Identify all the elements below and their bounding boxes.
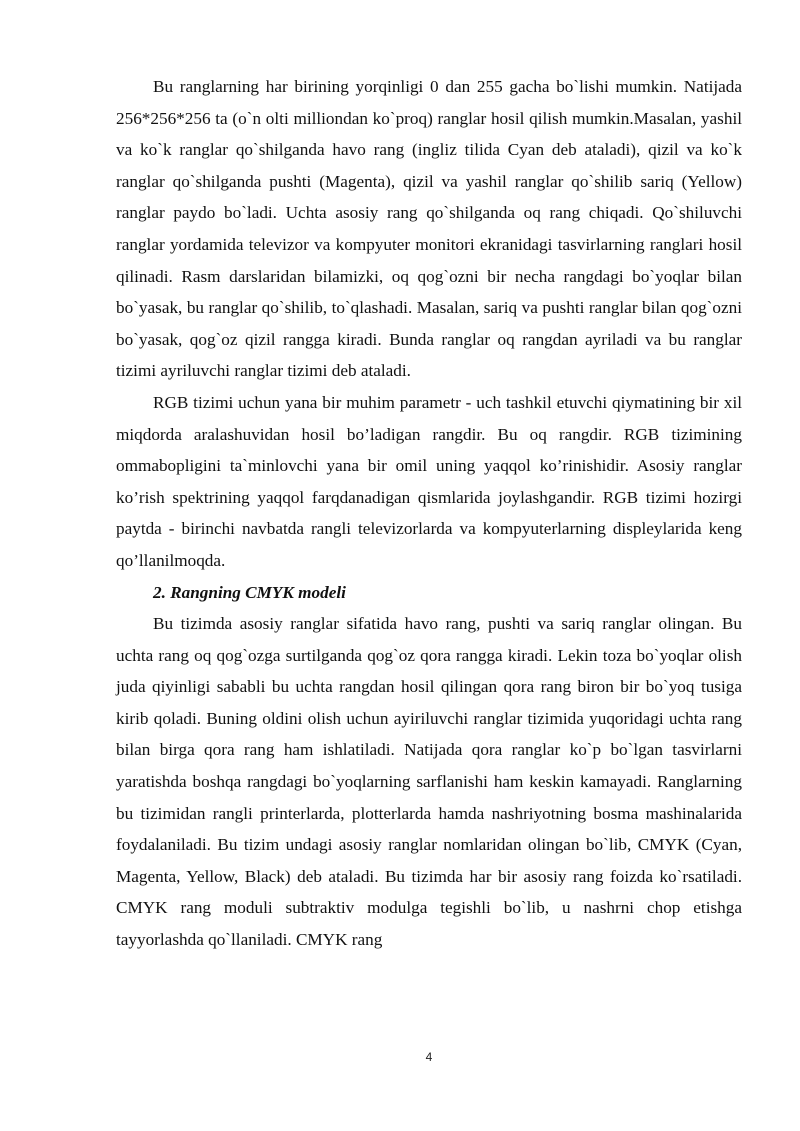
paragraph-cmyk-system: Bu tizimda asosiy ranglar sifatida havo rang, pushti va sariq ranglar olingan. Bu uchta rang oq qog`ozga surtilganda qog`oz qora rangga kiradi. Lekin toza bo`yoqlar olish juda qiyinligi sababli bu uchta rangdan hosil qilingan qora rang biron bir bo`yoq tusiga kirib qoladi. Buning oldini olish uchun ayiriluvchi ranglar tizimida yuqoridagi uchta rang bilan birga qora rang ham ishlatiladi. Natijada qora ranglar ko`p bo`lgan tasvirlarni yaratishda boshqa rangdagi bo`yoqlarning sarflanishi ham keskin kamayadi. Ranglarning bu tizimidan rangli printerlarda, plotterlarda hamda nashriyotning bosma mashinalarida foydalaniladi. Bu tizim undagi asosiy ranglar nomlaridan olingan bo`lib, CMYK (Cyan, Magenta, Yellow, Black) deb ataladi. Bu tizimda har bir asosiy rang foizda ko`rsatiladi. CMYK rang moduli subtraktiv modulga tegishli bo`lib, u nashrni chop etishga tayyorlashda qo`llaniladi. CMYK rang — [116, 614, 742, 950]
section-heading-cmyk: 2. Rangning CMYK modeli — [153, 582, 346, 602]
paragraph-rgb-parameter: RGB tizimi uchun yana bir muhim parametr - uch tashkil etuvchi qiymatining bir xil miqdorda aralashuvidan hosil bo’ladigan rangdir. Bu oq rangdir. RGB tizimining ommabopligini ta`minlovchi yana bir omil uning yaqqol ko’rinishidir. Asosiy ranglar ko’rish spektrining yaqqol farqdanadigan qismlarida joylashgandir. RGB tizimi hozirgi paytda - birinchi navbatda rangli televizorlarda va kompyuterlarning displeylarida keng qo’llanilmoqda. — [116, 392, 742, 570]
page-number: 4 — [425, 1050, 433, 1064]
paragraph-rgb-brightness: Bu ranglarning har birining yorqinligi 0 dan 255 gacha bo`lishi mumkin. Natijada 256*256*256 ta (o`n olti milliondan ko`proq) ranglar hosil qilish mumkin.Masalan, yashil va ko`k ranglar qo`shilganda havo rang (ingliz tilida Cyan deb ataladi), qizil va ko`k ranglar qo`shilganda pushti (Magenta), qizil va yashil ranglar qo`shilib sariq (Yellow) ranglar paydo bo`ladi. Uchta asosiy rang qo`shilganda oq rang chiqadi. Qo`shiluvchi ranglar yordamida televizor va kompyuter monitori ekranidagi tasvirlarning ranglari hosil qilinadi. Rasm darslaridan bilamizki, oq qog`ozni bir necha rangdagi bo`yoqlar bilan bo`yasak, bu ranglar qo`shilib, to`qlashadi. Masalan, sariq va pushti ranglar bilan qog`ozni bo`yasak, qog`oz qizil rangga kiradi. Bunda ranglar oq rangdan ayriladi va bu ranglar tizimi ayriluvchi ranglar tizimi deb ataladi. — [116, 77, 742, 381]
document-page — [116, 71, 742, 956]
